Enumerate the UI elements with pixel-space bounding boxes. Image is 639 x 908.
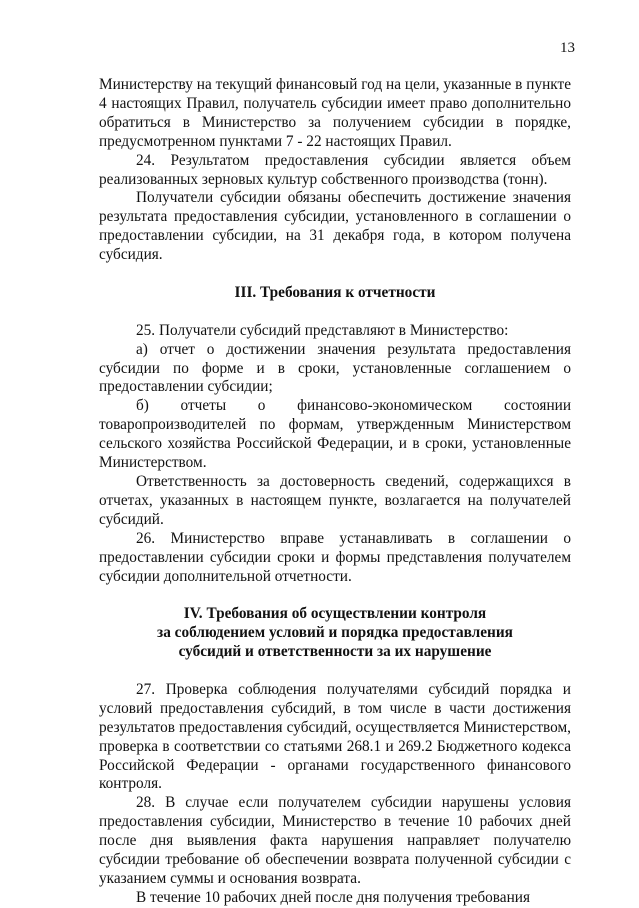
subitem-a: а) отчет о достижении значения результата предоставления субсидии по форме и в сроки, установленные соглашением о предоставлении субсидии; (99, 340, 571, 396)
paragraph-item-26: 26. Министерство вправе устанавливать в соглашении о предоставлении субсидии сроки и формы представления получателем субсидии дополнительной отчетности. (99, 529, 571, 585)
section-4-heading-line: субсидий и ответственности за их нарушение (178, 643, 492, 661)
paragraph-item-25: 25. Получатели субсидий представляют в Министерство: (136, 321, 509, 339)
paragraph: Ответственность за достоверность сведений, содержащихся в отчетах, указанных в настоящем пункте, возлагается на получателей субсидий. (99, 473, 571, 528)
section-4-heading-line: за соблюдением условий и порядка предоставления (157, 624, 513, 642)
paragraph-item-28: 28. В случае если получателем субсидии нарушены условия предоставления субсидии, Министерство в течение 10 рабочих дней после дня выявления факта нарушения направляет получателю субсидии требование об обеспечении возврата полученной субсидии с указанием суммы и основания возврата. (99, 794, 571, 887)
paragraph: Получатели субсидии обязаны обеспечить достижение значения результата предоставления субсидии, установленного в соглашении о предоставлении субсидии, на 31 декабря года, в котором получена субсидия. (99, 189, 571, 264)
paragraph-item-24: 24. Результатом предоставления субсидии является объем реализованных зерновых культур собственного производства (тонн). (99, 151, 571, 188)
section-4-heading-line: IV. Требования об осуществлении контроля (183, 605, 487, 623)
paragraph: В течение 10 рабочих дней после дня получения требования (136, 888, 530, 906)
subitem-b: б) отчеты о финансово-экономическом состоянии товаропроизводителей по формам, утвержденным Министерством сельского хозяйства Российской Федерации, и в сроки, установленные Министерством. (99, 397, 571, 472)
page-number: 13 (560, 40, 575, 56)
paragraph-item-27: 27. Проверка соблюдения получателями субсидий порядка и условий предоставления субсидий, в том числе в части достижения результатов предоставления субсидий, осуществляется Министерством, проверка в соответствии со статьями 268.1 и 269.2 Бюджетного кодекса Российской Федерации - органами государственного финансового контроля. (99, 680, 571, 793)
paragraph: Министерству на текущий финансовый год на цели, указанные в пункте 4 настоящих Правил, получатель субсидии имеет право дополнительно обратиться в Министерство за получением субсидии в порядке, предусмотренном пунктами 7 - 22 настоящих Правил. (99, 76, 571, 150)
page-body (99, 76, 571, 908)
section-3-heading: III. Требования к отчетности (234, 283, 436, 301)
